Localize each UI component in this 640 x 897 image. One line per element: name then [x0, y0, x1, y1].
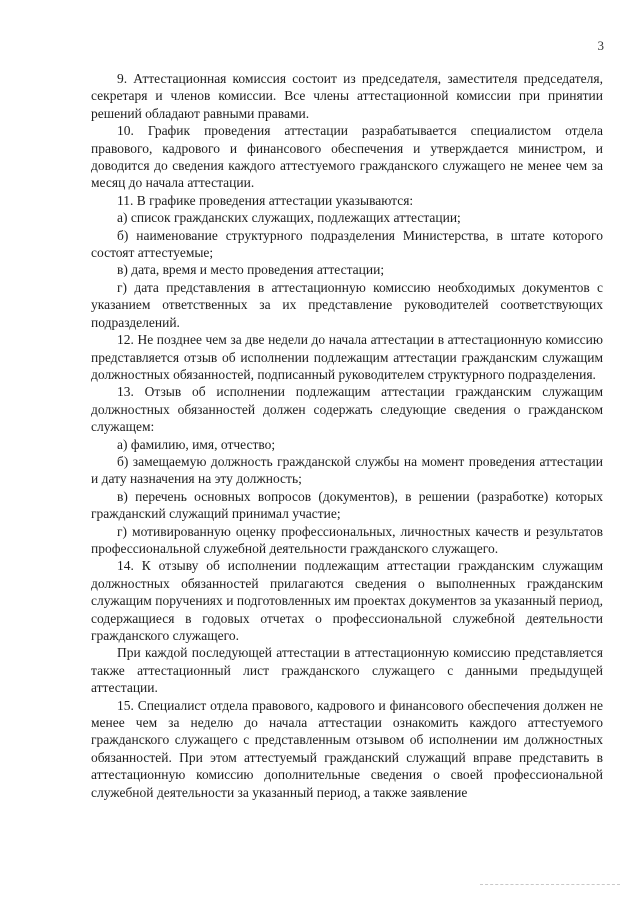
paragraph-11-a: а) список гражданских служащих, подлежащих аттестации;: [117, 210, 461, 226]
paragraph-15: 15. Специалист отдела правового, кадрового и финансового обеспечения должен не менее чем за неделю до начала аттестации ознакомить каждого аттестуемого гражданского служащего с представленным отзывом об исполнении им должностных обязанностей. При этом аттестуемый гражданский служащий вправе представить в аттестационную комиссию дополнительные сведения о своей профессиональной служебной деятельности за указанный период, а также заявление: [91, 697, 603, 800]
paragraph-13-b: б) замещаемую должность гражданской службы на момент проведения аттестации и дату назначения на эту должность;: [91, 453, 603, 487]
paragraph-13: 13. Отзыв об исполнении подлежащим аттестации гражданским служащим должностных обязанностей должен содержать следующие сведения о гражданском служащем:: [91, 384, 603, 435]
paragraph-11: 11. В графике проведения аттестации указываются:: [117, 192, 414, 208]
paragraph-11-v: в) дата, время и место проведения аттестации;: [117, 262, 385, 278]
page-number: 3: [597, 38, 604, 53]
paragraph-13-a: а) фамилию, имя, отчество;: [117, 436, 276, 452]
paragraph-13-g: г) мотивированную оценку профессиональных, личностных качеств и результатов профессиональной служебной деятельности гражданского служащего.: [91, 523, 603, 556]
paragraph-14-continued: При каждой последующей аттестации в аттестационную комиссию представляется также аттестационный лист гражданского служащего с данными предыдущей аттестации.: [91, 645, 603, 696]
paragraph-14: 14. К отзыву об исполнении подлежащим аттестации гражданским служащим должностных обязанностей прилагаются сведения о выполненных гражданским служащим поручениях и подготовленных им проектах документов за указанный период, содержащиеся в годовых отчетах о профессиональной служебной деятельности гражданского служащего.: [91, 558, 603, 643]
paragraph-11-b: б) наименование структурного подразделения Министерства, в штате которого состоят аттестуемые;: [91, 227, 603, 261]
paragraph-9: 9. Аттестационная комиссия состоит из председателя, заместителя председателя, секретаря и членов комиссии. Все члены аттестационной комиссии при принятии решений обладают равными правами.: [91, 71, 603, 121]
paragraph-13-v: в) перечень основных вопросов (документов), в решении (разработке) которых гражданский служащий принимал участие;: [91, 488, 603, 522]
scan-artifact-line: [480, 884, 620, 886]
paragraph-11-g: г) дата представления в аттестационную комиссию необходимых документов с указанием ответственных за их представление руководителей соответствующих подразделений.: [91, 279, 603, 330]
paragraph-10: 10. График проведения аттестации разрабатывается специалистом отдела правового, кадрового и финансового обеспечения и утверждается министром, и доводится до сведения каждого аттестуемого гражданского служащего не менее чем за месяц до начала аттестации.: [91, 123, 603, 191]
paragraph-12: 12. Не позднее чем за две недели до начала аттестации в аттестационную комиссию представляется отзыв об исполнении подлежащим аттестации гражданским служащим должностных обязанностей, подписанный руководителем структурного подразделения.: [91, 332, 603, 382]
document-body: [91, 70, 603, 801]
